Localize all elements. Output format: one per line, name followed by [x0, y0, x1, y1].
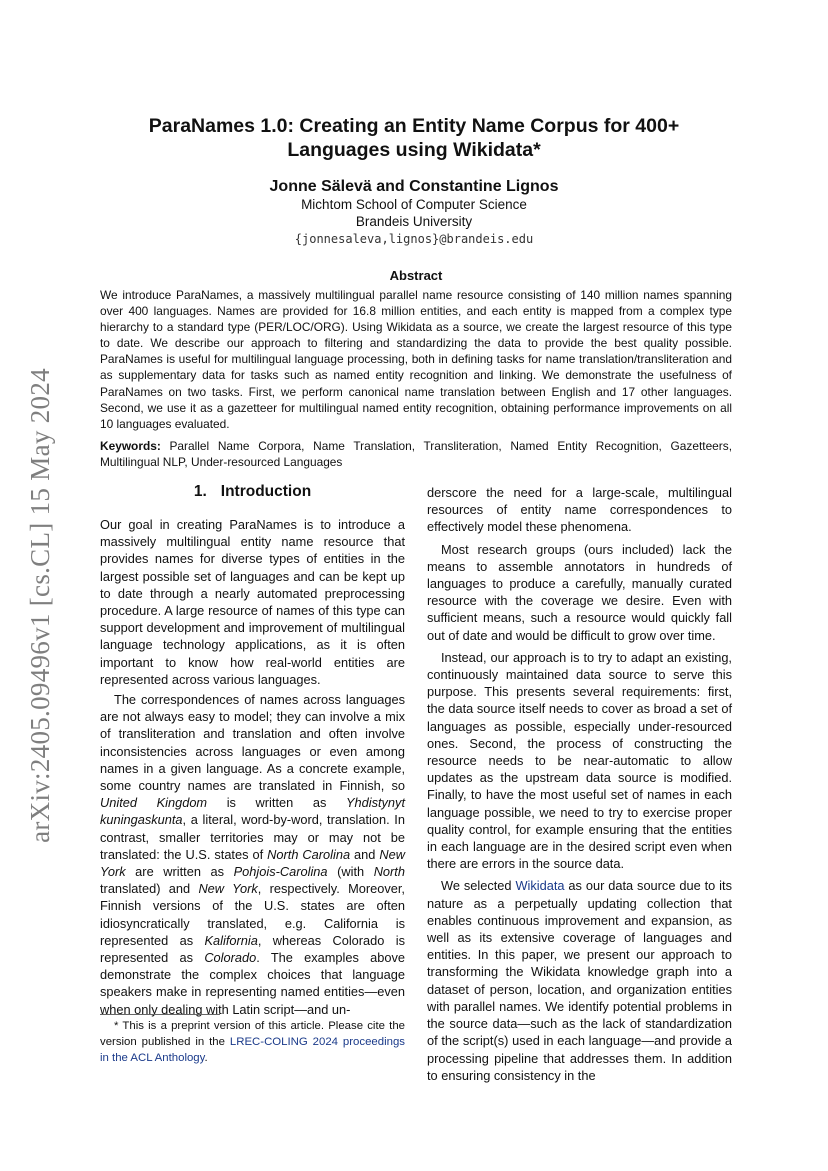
text-run: is written as [207, 795, 346, 811]
italic-term: New York [100, 846, 405, 880]
intro-paragraph-4: Instead, our approach is to try to adapt an existing, continuously maintained data source to serve this purpose. This presents several requirements: first, the data source itself needs to cover as broad a set of languages as possible, especially under-resourced ones. Second, the process of constructing the resource needs to be near-automatic to allow updates as the upstream data source is modified. Finally, to have the most useful set of names in each language possible, we need to try to exercise proper quality control, for example ensuring that the entities in each language are in the desired script even when there are errors in the source data. [427, 649, 732, 872]
abstract-body: We introduce ParaNames, a massively multilingual parallel name resource consisting of 140 million names spanning over 400 languages. Names are provided for 16.8 million entities, and each entity is mapped from a complex type hierarchy to a standard type (PER/LOC/ORG). Using Wikidata as a source, we create the largest resource of this type to date. We describe our approach to filtering and standardizing the data to provide the best quality possible. ParaNames is useful for multilingual language processing, both in defining tasks for name translation/transliteration and as supplementary data for tasks such as named entity recognition and linking. We demonstrate the usefulness of ParaNames on two tasks. First, we perform canonical name translation between English and 17 other languages. Second, we use it as a gazetteer for multilingual named entity recognition, obtaining performance improvements on all 10 languages evaluated. [100, 288, 732, 431]
italic-term: Pohjois-Carolina [233, 864, 328, 880]
text-run: . The examples above demonstrate the complex choices that language speakers make in representing named entities—even when only dealing with Latin script—and un- [100, 950, 405, 1017]
text-run: We selected [441, 878, 516, 894]
arxiv-identifier-stamp [18, 355, 62, 855]
text-run: are written as [125, 864, 234, 880]
italic-term: North Carolina [267, 846, 351, 862]
text-run: The correspondences of names across languages are not always easy to model; they can involve a mix of transliteration and translation and often involve inconsistencies across languages or even among names in a given language. As a concrete example, some country names are translated in Finnish, so [100, 692, 405, 794]
intro-paragraph-continued: derscore the need for a large-scale, multilingual resources of entity name correspondences to effectively model these phenomena. [427, 485, 732, 535]
intro-paragraph-1: Our goal in creating ParaNames is to introduce a massively multilingual entity name resource that provides names for diverse types of entities in the largest possible set of languages and can be kept up to date through a nearly automated preprocessing procedure. A large resource of names of this type can support development and improvement of multilingual language technology applications, as it is often important to know how real-world entities are represented across various languages. [100, 517, 405, 687]
intro-paragraph-3: Most research groups (ours included) lack the means to assemble annotators in hundreds of languages to produce a carefully, manually curated resource with the coverage we desire. Even with sufficient means, such a resource would quickly fall out of date and would be difficult to grow over time. [427, 541, 732, 643]
right-column [427, 482, 732, 1084]
section-title: Introduction [220, 483, 312, 500]
text-run: (with [327, 864, 374, 880]
author-emails: {jonnesaleva,lignos}@brandeis.edu [294, 232, 534, 246]
text-run: translated) and [100, 881, 199, 897]
intro-paragraph-5 [427, 877, 732, 1083]
italic-term: Kalifornia [204, 932, 258, 948]
text-run: , respectively. Moreover, Finnish versions of the U.S. states are often idiosyncratically translated, e.g. California is represented as [100, 881, 405, 948]
section-number: 1. [193, 483, 207, 500]
paper-title: ParaNames 1.0: Creating an Entity Name Corpus for 400+ Languages using Wikidata* [148, 115, 680, 161]
affiliation-department: Michtom School of Computer Science [301, 197, 527, 212]
paper-authors: Jonne Sälevä and Constantine Lignos [269, 178, 559, 195]
footnote-preprint [100, 1019, 405, 1066]
text-run: , a literal, word-by-word, translation. In contrast, smaller territories may or may not be translated: the U.S. states of [100, 812, 405, 862]
footnote-divider [100, 1014, 220, 1015]
italic-term: United Kingdom [100, 795, 208, 811]
intro-paragraph-2 [100, 691, 405, 1018]
abstract-heading: Abstract [389, 268, 443, 283]
section-heading-introduction [100, 482, 405, 502]
footnote-text-end: . [204, 1051, 208, 1064]
footnote-text: * This is a preprint version of this article. Please cite the version published in the [100, 1020, 405, 1048]
keywords-text: Parallel Name Corpora, Name Translation, Transliteration, Named Entity Recognition, Gazetteers, Multilingual NLP, Under-resourced Languages [100, 439, 733, 470]
italic-term: North [373, 864, 405, 880]
wikidata-link[interactable]: Wikidata [515, 878, 565, 894]
keywords-line [100, 438, 732, 470]
text-run: as our data source due to its nature as a perpetually updating collection that enables continuous improvement and expansion, as well as its extensive coverage of languages and entities. In this paper, we present our approach to transforming the Wikidata knowledge graph into a dataset of person, location, and organization entities with parallel names. We identify potential problems in the source data—such as the lack of standardization of the script(s) used in each language—and provide a processing pipeline that addresses them. In addition to ensuring consistency in the [427, 878, 732, 1083]
italic-term: Colorado [204, 950, 257, 966]
text-run: and [350, 846, 380, 862]
italic-term: Yhdistynyt kuningaskunta [100, 795, 406, 828]
acl-anthology-link[interactable]: LREC-COLING 2024 proceedings in the ACL Anthology [100, 1035, 405, 1064]
italic-term: New York [198, 881, 258, 897]
left-column [100, 482, 405, 1018]
arxiv-identifier-text: arXiv:2405.09496v1 [cs.CL] 15 May 2024 [24, 367, 55, 843]
text-run: , whereas Colorado is represented as [100, 932, 405, 966]
keywords-label: Keywords: [100, 439, 161, 453]
affiliation-university: Brandeis University [355, 214, 473, 229]
